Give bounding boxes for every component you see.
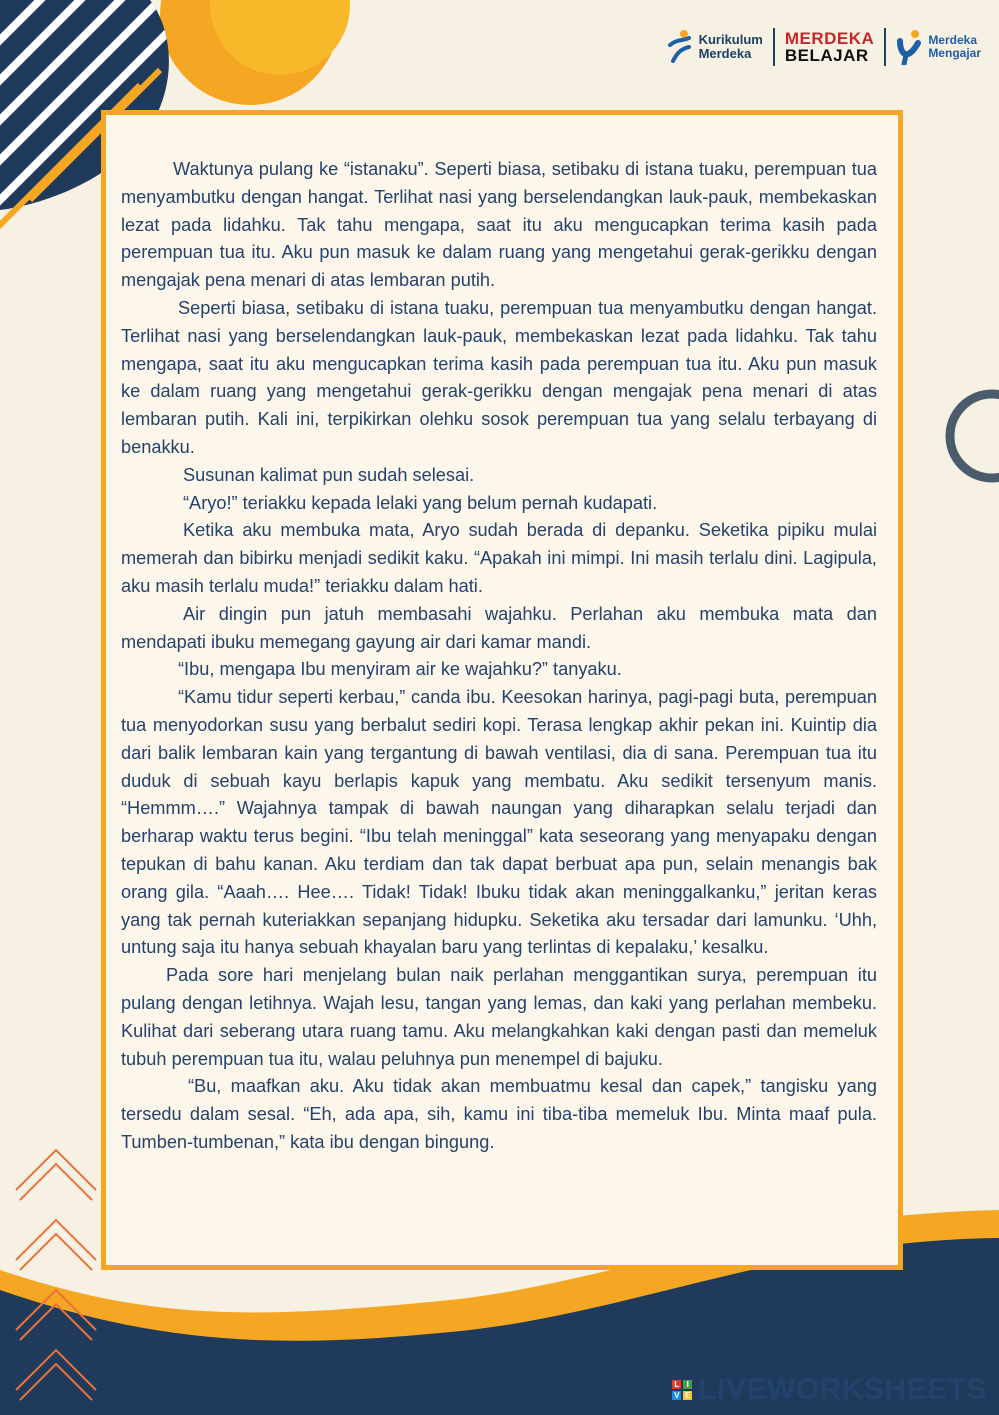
logo-divider	[773, 28, 775, 66]
paragraph: Seperti biasa, setibaku di istana tuaku, perempuan tua menyambutku dengan hangat. Terlihat nasi yang berselendangkan lauk-pauk, membekaskan lezat pada lidahku. Tak tahu mengapa, saat itu aku mengucapkan terima kasih pada perempuan tua itu. Aku pun masuk ke dalam ruang yang mengetahui gerak-gerikku dengan mengajak pena menari di atas lembaran putih. Kali ini, terpikirkan olehku sosok perempuan tua yang selalu terbayang di benakku.	[121, 297, 877, 457]
paragraph: “Bu, maafkan aku. Aku tidak akan membuatmu kesal dan capek,” tangisku yang tersedu dalam sesal. “Eh, ada apa, sih, kamu ini tiba-tiba memeluk Ibu. Minta maaf pula. Tumben-tumbenan,” kata ibu dengan bingung.	[121, 1076, 877, 1152]
header-logos	[667, 26, 981, 68]
mengajar-figure-icon	[896, 29, 922, 65]
paragraph: Air dingin pun jatuh membasahi wajahku. Perlahan aku membuka mata dan mendapati ibuku memegang gayung air dari kamar mandi.	[121, 603, 877, 652]
liveworksheets-logo-icon: L I V E	[674, 1380, 691, 1400]
kurikulum-line2: Merdeka	[698, 46, 752, 61]
merdeka-belajar-top: MERDEKA	[784, 29, 875, 48]
paragraph: “Kamu tidur seperti kerbau,” canda ibu. Keesokan harinya, pagi-pagi buta, perempuan tua menyodorkan susu yang berbalut sediri kopi. Terasa lengkap akhir pekan ini. Kuintip dia dari balik lembaran kain yang tergantung di bawah ventilasi, dia di sana. Perempuan tua itu duduk di sebuah kayu berlapis kapuk yang membatu. Aku sedikit tersenyum manis. “Hemmm….” Wajahnya tampak di bawah naungan yang diharapkan selalu terjadi dan berharap waktu terus begini. “Ibu telah meninggal” kata seseorang yang menyapaku dengan tepukan di bahu kanan. Aku terdiam dan tak dapat berbuat apa pun, selain menangis bak orang gila. “Aaah…. Hee…. Tidak! Tidak! Ibuku tidak akan meninggalkanku,” jeritan keras yang tak pernah kuteriakkan sepanjang hidupku. Seketika aku tersadar dari lamunku. ‘Uhh, untung saja itu hanya sebuah khayalan baru yang terlintas di kepalaku,’ kesalku.	[121, 687, 877, 958]
kurikulum-merdeka-logo	[667, 29, 763, 65]
merdeka-belajar-logo	[785, 30, 874, 64]
right-ring	[950, 394, 999, 478]
logo-divider	[884, 28, 886, 66]
kurikulum-line1: Kurikulum	[698, 32, 763, 47]
paragraph: “Ibu, mengapa Ibu menyiram air ke wajahku?” tanyaku.	[178, 659, 622, 680]
story-text	[121, 156, 877, 1157]
paragraph: Waktunya pulang ke “istanaku”. Seperti biasa, setibaku di istana tuaku, perempuan tua menyambutku dengan hangat. Terlihat nasi yang berselendangkan lauk-pauk, membekaskan lezat pada lidahku. Tak tahu mengapa, saat itu aku mengucapkan terima kasih pada perempuan tua itu. Aku pun masuk ke dalam ruang yang mengetahui gerak-gerikku dengan mengajak pena menari di atas lembaran putih.	[121, 159, 877, 291]
paragraph: “Aryo!” teriakku kepada lelaki yang belum pernah kudapati.	[183, 492, 658, 513]
liveworksheets-text: LIVEWORKSHEETS	[698, 1373, 987, 1406]
paragraph: Ketika aku membuka mata, Aryo sudah berada di depanku. Seketika pipiku mulai memerah dan bibirku menjadi sedikit kaku. “Apakah ini mimpi. Ini masih terlalu dini. Lagipula, aku masih terlalu muda!” teriakku dalam hati.	[121, 520, 877, 596]
mengajar-line2: Mengajar	[928, 46, 981, 60]
liveworksheets-brand	[672, 1373, 987, 1407]
merdeka-belajar-bottom: BELAJAR	[784, 46, 869, 65]
kurikulum-figure-icon	[667, 29, 693, 65]
paragraph: Susunan kalimat pun sudah selesai.	[183, 464, 475, 485]
mengajar-line1: Merdeka	[928, 33, 978, 47]
paragraph: Pada sore hari menjelang bulan naik perlahan menggantikan surya, perempuan itu pulang dengan letihnya. Wajah lesu, tangan yang lemas, dan kaki yang perlahan membeku. Kulihat dari seberang utara ruang tamu. Aku melangkahkan kaki dengan pasti dan memeluk tubuh perempuan tua itu, walau peluhnya pun menempel di bajuku.	[121, 965, 877, 1069]
merdeka-mengajar-logo	[896, 29, 981, 65]
